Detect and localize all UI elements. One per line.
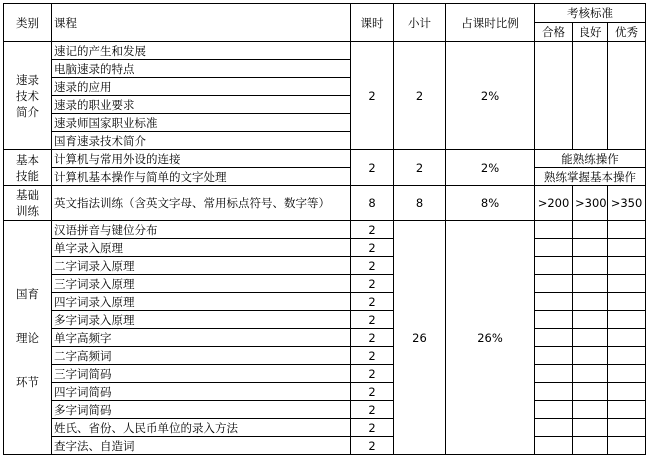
ratio-cell: 2% — [446, 42, 535, 150]
pass-cell — [535, 239, 573, 257]
pass-cell — [535, 365, 573, 383]
hours-cell: 2 — [351, 311, 394, 329]
good-cell — [573, 42, 608, 150]
good-cell — [573, 257, 608, 275]
course-name: 多字词录入原理 — [52, 311, 351, 329]
course-name: 计算机基本操作与简单的文字处理 — [52, 168, 351, 186]
table-row — [4, 437, 646, 455]
course-name: 速记的产生和发展 — [52, 42, 351, 60]
hours-cell: 2 — [351, 150, 394, 186]
table-row — [4, 419, 646, 437]
header-row — [4, 4, 646, 23]
table-row — [4, 150, 646, 168]
standard-cell: 能熟练操作 — [535, 150, 646, 168]
course-name: 速录师国家职业标准 — [52, 114, 351, 132]
header-subtotal: 小计 — [394, 4, 446, 42]
excellent-cell — [608, 293, 646, 311]
excellent-cell — [608, 275, 646, 293]
hours-cell: 2 — [351, 437, 394, 455]
course-name: 英文指法训练（含英文字母、常用标点符号、数字等） — [52, 186, 351, 221]
category-basic: 基本 技能 — [4, 150, 52, 186]
excellent-cell: >350 — [608, 186, 646, 221]
pass-cell: >200 — [535, 186, 573, 221]
category-typing: 基础 训练 — [4, 186, 52, 221]
good-cell — [573, 275, 608, 293]
header-good: 良好 — [573, 23, 608, 42]
excellent-cell — [608, 365, 646, 383]
hours-cell: 2 — [351, 329, 394, 347]
course-name: 二字高频词 — [52, 347, 351, 365]
course-name: 姓氏、省份、人民币单位的录入方法 — [52, 419, 351, 437]
good-cell — [573, 419, 608, 437]
good-cell — [573, 365, 608, 383]
excellent-cell — [608, 239, 646, 257]
pass-cell — [535, 437, 573, 455]
pass-cell — [535, 401, 573, 419]
good-cell — [573, 293, 608, 311]
ratio-cell: 8% — [446, 186, 535, 221]
hours-cell: 2 — [351, 347, 394, 365]
excellent-cell — [608, 419, 646, 437]
subtotal-cell: 8 — [394, 186, 446, 221]
subtotal-cell: 2 — [394, 42, 446, 150]
good-cell — [573, 347, 608, 365]
course-name: 国育速录技术简介 — [52, 132, 351, 150]
excellent-cell — [608, 257, 646, 275]
category-intro: 速录 技术 简介 — [4, 42, 52, 150]
category-theory: 国育 理论 环节 — [4, 221, 52, 455]
header-category: 类别 — [4, 4, 52, 42]
table-row — [4, 239, 646, 257]
hours-cell: 2 — [351, 257, 394, 275]
excellent-cell — [608, 311, 646, 329]
header-course: 课程 — [52, 4, 351, 42]
course-name: 查字法、自造词 — [52, 437, 351, 455]
excellent-cell — [608, 221, 646, 239]
excellent-cell — [608, 437, 646, 455]
pass-cell — [535, 311, 573, 329]
good-cell: >300 — [573, 186, 608, 221]
hours-cell: 2 — [351, 365, 394, 383]
course-name: 三字词录入原理 — [52, 275, 351, 293]
pass-cell — [535, 419, 573, 437]
table-row — [4, 275, 646, 293]
table-row — [4, 329, 646, 347]
table-row — [4, 168, 646, 186]
pass-cell — [535, 383, 573, 401]
ratio-cell: 2% — [446, 150, 535, 186]
course-name: 四字词简码 — [52, 383, 351, 401]
table-row — [4, 221, 646, 239]
good-cell — [573, 401, 608, 419]
course-name: 速录的应用 — [52, 78, 351, 96]
course-name: 单字高频字 — [52, 329, 351, 347]
subtotal-cell: 26 — [394, 221, 446, 455]
good-cell — [573, 329, 608, 347]
good-cell — [573, 437, 608, 455]
course-name: 计算机与常用外设的连接 — [52, 150, 351, 168]
table-row — [4, 401, 646, 419]
hours-cell: 2 — [351, 221, 394, 239]
course-name: 三字词简码 — [52, 365, 351, 383]
header-excellent: 优秀 — [608, 23, 646, 42]
excellent-cell — [608, 347, 646, 365]
good-cell — [573, 383, 608, 401]
standard-cell: 熟练掌握基本操作 — [535, 168, 646, 186]
table-row — [4, 293, 646, 311]
table-row — [4, 347, 646, 365]
good-cell — [573, 221, 608, 239]
excellent-cell — [608, 383, 646, 401]
good-cell — [573, 239, 608, 257]
hours-cell: 2 — [351, 383, 394, 401]
pass-cell — [535, 347, 573, 365]
header-pass: 合格 — [535, 23, 573, 42]
pass-cell — [535, 293, 573, 311]
course-name: 单字录入原理 — [52, 239, 351, 257]
course-name: 二字词录入原理 — [52, 257, 351, 275]
pass-cell — [535, 42, 573, 150]
table-row — [4, 257, 646, 275]
pass-cell — [535, 221, 573, 239]
hours-cell: 2 — [351, 239, 394, 257]
course-name: 电脑速录的特点 — [52, 60, 351, 78]
excellent-cell — [608, 42, 646, 150]
subtotal-cell: 2 — [394, 150, 446, 186]
pass-cell — [535, 275, 573, 293]
excellent-cell — [608, 329, 646, 347]
course-name: 速录的职业要求 — [52, 96, 351, 114]
hours-cell: 2 — [351, 293, 394, 311]
table-row — [4, 365, 646, 383]
excellent-cell — [608, 401, 646, 419]
hours-cell: 2 — [351, 42, 394, 150]
header-assessment: 考核标准 — [535, 4, 646, 23]
course-name: 四字词录入原理 — [52, 293, 351, 311]
ratio-cell: 26% — [446, 221, 535, 455]
table-row — [4, 42, 646, 60]
pass-cell — [535, 257, 573, 275]
table-row — [4, 186, 646, 221]
course-name: 汉语拼音与键位分布 — [52, 221, 351, 239]
table-row — [4, 383, 646, 401]
header-ratio: 占课时比例 — [446, 4, 535, 42]
header-hours: 课时 — [351, 4, 394, 42]
hours-cell: 8 — [351, 186, 394, 221]
table-row — [4, 311, 646, 329]
good-cell — [573, 311, 608, 329]
hours-cell: 2 — [351, 275, 394, 293]
course-table — [3, 3, 646, 455]
pass-cell — [535, 329, 573, 347]
hours-cell: 2 — [351, 401, 394, 419]
course-name: 多字词简码 — [52, 401, 351, 419]
hours-cell: 2 — [351, 419, 394, 437]
